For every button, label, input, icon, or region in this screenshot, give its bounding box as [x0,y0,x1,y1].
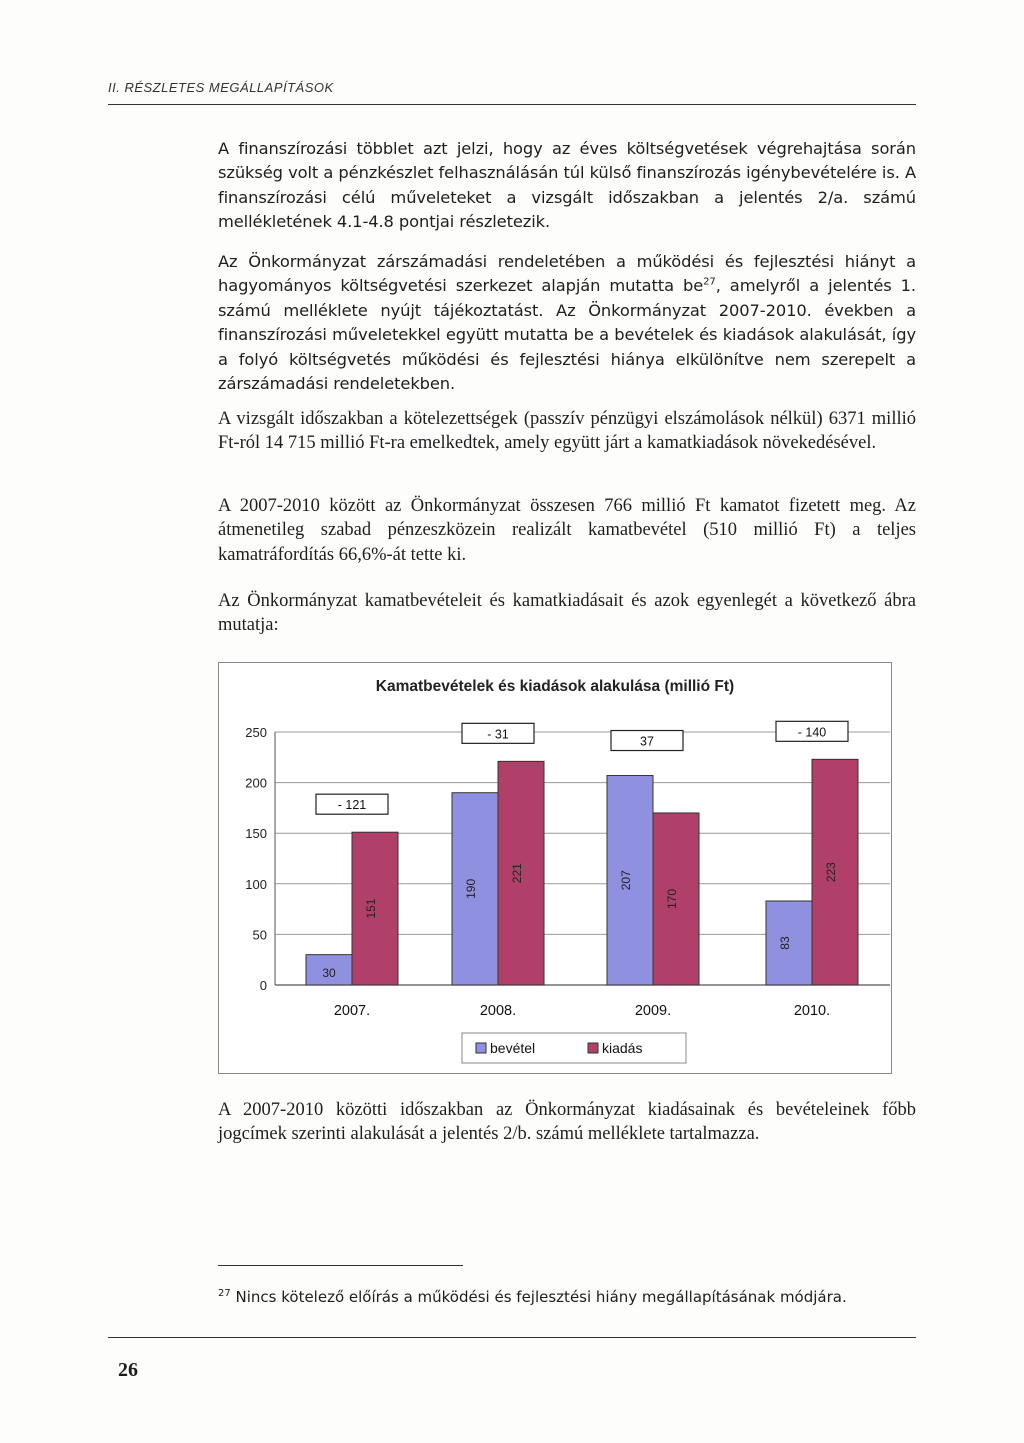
paragraph-4: A 2007-2010 között az Önkormányzat összesen 766 millió Ft kamatot fizetett meg. Az átmenetileg szabad pénzeszközein realizált kamatbevétel (510 millió Ft) a teljes kamatráfordítás 66,6%-át tette ki. [218,496,916,565]
x-tick-label: 2007. [333,1003,371,1019]
y-tick-label: 250 [245,725,267,740]
y-tick-label: 200 [245,775,267,791]
data-label: 223 [824,862,838,883]
footnote-text: Nincs kötelező előírás a működési és fejlesztési hiány megállapításának módjára. [235,1288,847,1306]
legend-label: kiadás [602,1040,643,1056]
footnote-number: 27 [218,1288,231,1299]
paragraph-5: Az Önkormányzat kamatbevételeit és kamatkiadásait és azok egyenlegét a következő ábra mutatja: [218,591,916,636]
legend [462,1033,686,1063]
x-tick-label: 2008. [479,1003,517,1019]
data-label: 207 [619,870,633,891]
x-tick-label: 2009. [634,1003,672,1019]
data-label: 190 [464,878,478,899]
y-tick-label: 50 [252,927,267,943]
footnote-ref[interactable]: 27 [703,276,716,288]
paragraph-1: A finanszírozási többlet azt jelzi, hogy az éves költségvetések végrehajtása során szükség volt a pénzkészlet felhasználásán túl külső finanszírozás igénybevételére is. A finanszírozási célú műveleteket a vizsgált időszakban a jelentés 2/a. számú mellékletének 4.1-4.8 pontjai részletezik. [218,139,916,232]
header-rule [108,104,916,105]
chart-title: Kamatbevételek és kiadások alakulása (millió Ft) [375,678,735,695]
interest-chart [218,662,892,1074]
balance-label: - 121 [337,798,367,813]
section-header: II. RÉSZLETES MEGÁLLAPÍTÁSOK [108,80,334,95]
paragraph-3: A vizsgált időszakban a kötelezettségek (passzív pénzügyi elszámolások nélkül) 6371 millió Ft-ról 14 715 millió Ft-ra emelkedtek, amely együtt járt a kamatkiadások növekedésével. [218,409,916,454]
legend-swatch [476,1043,486,1053]
data-label: 83 [778,936,792,950]
legend-label: bevétel [490,1040,536,1056]
y-tick-label: 100 [245,876,267,892]
footnote [218,1288,918,1306]
paragraph-2 [218,250,916,396]
data-label: 170 [665,888,679,909]
x-tick-label: 2010. [793,1003,831,1019]
legend-swatch [588,1043,598,1053]
balance-label: - 31 [487,727,509,742]
paragraph-2-rest: , amelyről a jelentés 1. számú melléklete nyújt tájékoztatást. Az Önkormányzat 2007-2010. években a finanszírozási műveletekkel együtt mutatta be a bevételek és kiadások alakulását, így a folyó költségvetés működési és fejlesztési hiánya elkülönítve nem szerepelt a zárszámadási rendeletekben. [218,276,916,394]
data-label: 221 [510,863,524,884]
page-number: 26 [118,1359,138,1381]
paragraph-2-start: Az Önkormányzat zárszámadási rendeletében a működési és fejlesztési hiányt a hagyományos költségvetési szerkezet alapján mutatta be [218,252,916,296]
paragraph-6: A 2007-2010 közötti időszakban az Önkormányzat kiadásainak és bevételeinek főbb jogcímek szerinti alakulását a jelentés 2/b. számú melléklete tartalmazza. [218,1100,916,1145]
data-label: 151 [364,898,378,919]
chart-svg [218,662,892,1074]
bottom-rule [108,1337,916,1338]
balance-label: 37 [640,734,654,749]
data-label: 30 [322,966,336,980]
balance-label: - 140 [797,725,827,740]
y-tick-label: 0 [259,978,267,993]
y-tick-label: 150 [245,826,267,842]
footnote-rule [218,1265,463,1266]
